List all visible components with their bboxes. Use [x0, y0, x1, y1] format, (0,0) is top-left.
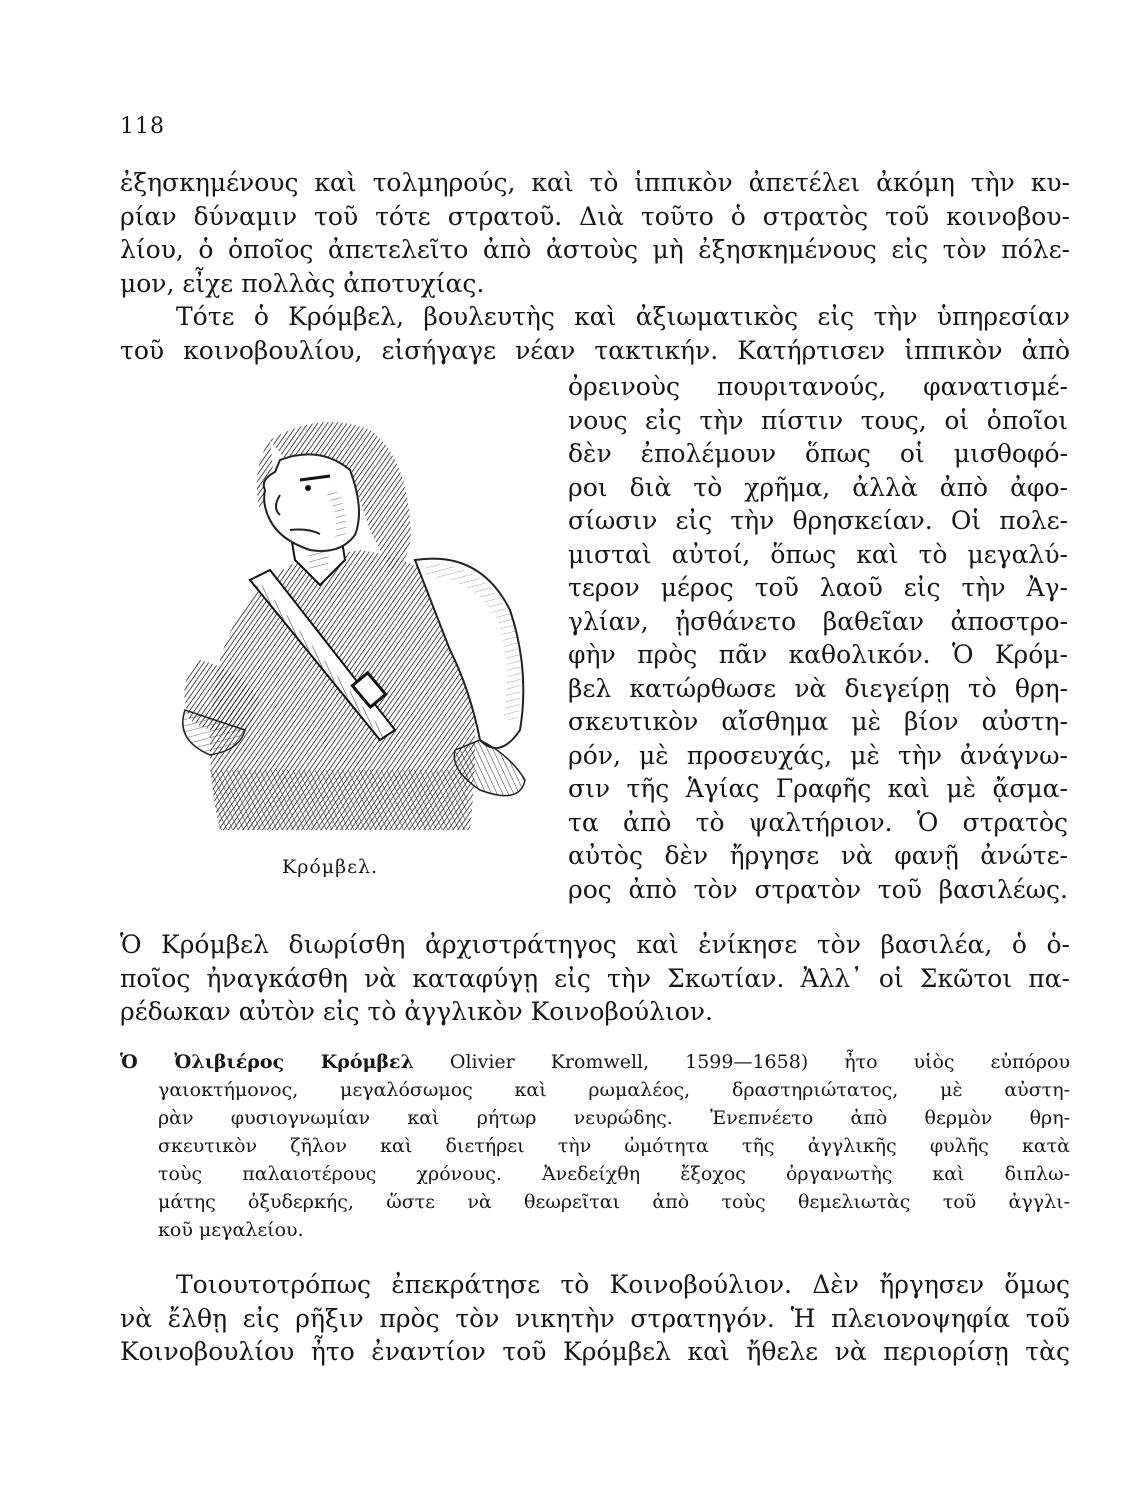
- text-line: ρὰν φυσιογνωμίαν καὶ ρήτωρ νευρώδης. Ἐνεπνέετο ἀπὸ θερμὸν θρη-: [158, 1107, 1070, 1129]
- text-line: ρόν, μὲ προσευχάς, μὲ τὴν ἀνάγνω-: [568, 740, 1068, 770]
- text-line: μον, εἶχε πολλὰς ἀποτυχίας.: [120, 268, 485, 298]
- paragraph-2-wrap: [568, 370, 1068, 906]
- text-line: Κοινοβουλίου ἦτο ἐναντίον τοῦ Κρόμβελ καὶ ἤθελε νὰ περιορίσῃ τὰς: [120, 1337, 1070, 1366]
- text-line: σκευτικὸν ζῆλον καὶ διετήρει τὴν ὠμότητα τῆς ἀγγλικῆς φυλῆς κατὰ: [158, 1135, 1070, 1157]
- text-line: Ὁ Κρόμβελ διωρίσθη ἀρχιστράτηγος καὶ ἐνίκησε τὸν βασιλέα, ὁ ὁ-: [120, 930, 1070, 959]
- paragraph-1: [120, 166, 1070, 300]
- text-line: σκευτικὸν αἴσθημα μὲ βίον αὐστη-: [568, 707, 1068, 736]
- text-line: ἐξησκημένους καὶ τολμηρούς, καὶ τὸ ἱππικὸν ἀπετέλει ἀκόμη τὴν κυ-: [120, 168, 1070, 197]
- text-line: κοῦ μεγαλείου.: [158, 1219, 304, 1241]
- text-line: τοὺς παλαιοτέρους χρόνους. Ἀνεδείχθη ἔξοχος ὀργανωτὴς καὶ διπλω-: [158, 1163, 1070, 1185]
- text-line: ρος ἀπὸ τὸν στρατὸν τοῦ βασιλέως.: [568, 874, 1068, 904]
- text-line: σίωσιν εἰς τὴν θρησκείαν. Οἱ πολε-: [568, 506, 1068, 535]
- text-line: Τοιουτοτρόπως ἐπεκράτησε τὸ Κοινοβούλιον. Δὲν ἤργησεν ὅμως: [176, 1270, 1070, 1299]
- page-number: 118: [120, 114, 165, 139]
- text-line: δὲν ἐπολέμουν ὅπως οἱ μισθοφό-: [568, 439, 1068, 468]
- text-line: ρέδωκαν αὐτὸν εἰς τὸ ἀγγλικὸν Κοινοβούλιον.: [120, 997, 713, 1026]
- paragraph-2-head: [120, 300, 1070, 367]
- note-lead: Ὁ Ὀλιβιέρος Κρόμβελ: [120, 1051, 414, 1073]
- figure-caption: Κρόμβελ.: [282, 856, 379, 878]
- text-line: γλίαν, ᾐσθάνετο βαθεῖαν ἀποστρο-: [568, 606, 1068, 636]
- text-line: μισταὶ αὐτοί, ὅπως καὶ τὸ μεγαλύ-: [568, 539, 1068, 569]
- note-first-line: [120, 1048, 1070, 1076]
- text-line: τοῦ κοινοβουλίου, εἰσήγαγε νέαν τακτικήν. Κατήρτισεν ἱππικὸν ἀπὸ: [120, 335, 1070, 365]
- text-line: ρίαν δύναμιν τοῦ τότε στρατοῦ. Διὰ τοῦτο ὁ στρατὸς τοῦ κοινοβου-: [120, 201, 1070, 231]
- text-line: νὰ ἔλθῃ εἰς ρῆξιν πρὸς τὸν νικητὴν στρατηγόν. Ἡ πλειονοψηφία τοῦ: [120, 1303, 1070, 1333]
- biographical-note: [120, 1048, 1070, 1244]
- text-line: φὴν πρὸς πᾶν καθολικόν. Ὁ Κρόμ-: [568, 640, 1068, 669]
- text-line: τερον μέρος τοῦ λαοῦ εἰς τὴν Ἀγ-: [568, 573, 1068, 602]
- text-line: νους εἰς τὴν πίστιν τους, οἱ ὁποῖοι: [568, 405, 1068, 435]
- text-line: ροι διὰ τὸ χρῆμα, ἀλλὰ ἀπὸ ἀφο-: [568, 472, 1068, 502]
- text-line: τα ἀπὸ τὸ ψαλτήριον. Ὁ στρατὸς: [568, 807, 1068, 837]
- cromwell-portrait-image: [180, 410, 560, 850]
- text-line: σιν τῆς Ἁγίας Γραφῆς καὶ μὲ ᾄσμα-: [568, 774, 1068, 803]
- paragraph-5: [120, 1268, 1070, 1369]
- note-first-rest: Olivier Kromwell, 1599—1658) ἦτο υἱὸς εὐπόρου: [449, 1051, 1070, 1073]
- paragraph-3: [120, 928, 1070, 1029]
- text-line: αὐτὸς δὲν ἤργησε νὰ φανῇ ἀνώτε-: [568, 841, 1068, 870]
- text-line: βελ κατώρθωσε νὰ διεγείρῃ τὸ θρη-: [568, 673, 1068, 703]
- text-line: Τότε ὁ Κρόμβελ, βουλευτὴς καὶ ἀξιωματικὸς εἰς τὴν ὑπηρεσίαν: [176, 302, 1070, 331]
- text-line: ὀρεινοὺς πουριτανούς, φανατισμέ-: [568, 372, 1068, 401]
- text-line: γαιοκτήμονος, μεγαλόσωμος καὶ ρωμαλέος, δραστηριώτατος, μὲ αὐστη-: [158, 1079, 1070, 1101]
- text-line: λίου, ὁ ὁποῖος ἀπετελεῖτο ἀπὸ ἀστοὺς μὴ ἐξησκημένους εἰς τὸν πόλε-: [120, 235, 1070, 264]
- text-line: μάτης ὀξυδερκής, ὥστε νὰ θεωρεῖται ἀπὸ τοὺς θεμελιωτὰς τοῦ ἀγγλι-: [158, 1191, 1070, 1213]
- text-line: ποῖος ἠναγκάσθη νὰ καταφύγῃ εἰς τὴν Σκωτίαν. Ἀλλ᾽ οἱ Σκῶτοι πα-: [120, 963, 1070, 993]
